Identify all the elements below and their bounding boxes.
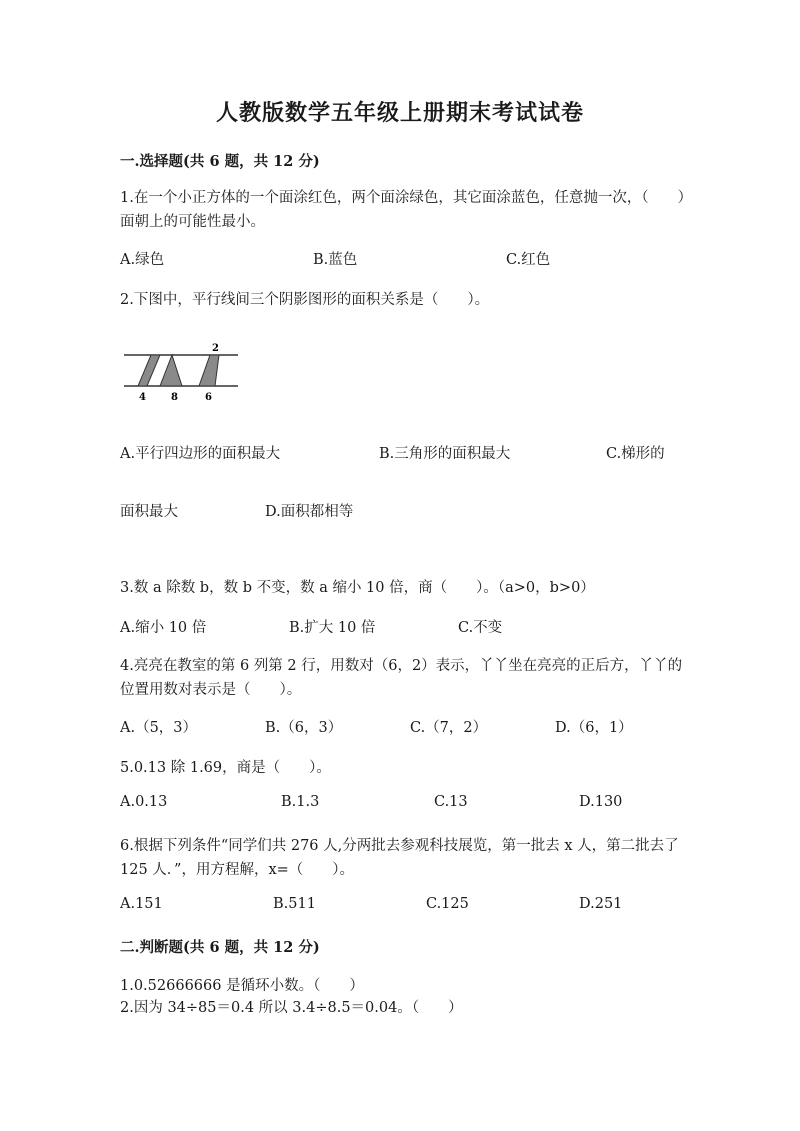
option-c: C.红色: [506, 252, 551, 268]
parallelogram-shape: [138, 355, 160, 386]
question-3: 3.数 a 除数 b，数 b 不变，数 a 缩小 10 倍，商（ ）。（a>0，b>0）: [120, 580, 595, 596]
option-c: C.梯形的: [606, 446, 665, 462]
option-b: B.蓝色: [313, 252, 358, 268]
option-d: D.（6，1）: [555, 720, 633, 736]
label-bottom-3: 6: [205, 392, 212, 403]
option-b: B.511: [273, 896, 316, 912]
question-5-options: [120, 794, 720, 818]
option-b: B.1.3: [281, 794, 320, 810]
exam-title: 人教版数学五年级上册期末考试试卷: [215, 100, 584, 126]
option-a: A.平行四边形的面积最大: [120, 446, 281, 462]
triangle-shape: [160, 355, 182, 386]
question-6-options: [120, 896, 720, 920]
section-heading-judge: 二.判断题(共 6 题，共 12 分): [120, 939, 320, 956]
option-d: D.251: [579, 896, 623, 912]
option-c: C.13: [434, 794, 468, 810]
label-top: 2: [212, 343, 219, 354]
option-d: D.面积都相等: [265, 504, 354, 520]
question-6: 6.根据下列条件“同学们共 276 人,分两批去参观科技展览，第一批去 x 人，第二批去了 125 人．”，用方程解，x=（ ）。: [120, 838, 679, 878]
option-c-continued: 面积最大: [120, 504, 178, 520]
option-d: D.130: [579, 794, 623, 810]
option-c: C.（7，2）: [410, 720, 488, 736]
label-bottom-1: 4: [139, 392, 146, 403]
option-a: A.缩小 10 倍: [120, 620, 207, 636]
judge-item-2: 2.因为 34÷85＝0.4 所以 3.4÷8.5＝0.04。（ ）: [120, 1000, 463, 1016]
question-3-options: [120, 616, 720, 640]
question-1-options: [120, 248, 720, 272]
question-2-options-row-1: [120, 442, 720, 466]
label-bottom-2: 8: [171, 392, 178, 403]
option-b: B.扩大 10 倍: [289, 620, 376, 636]
judge-item-1: 1.0.52666666 是循环小数。（ ）: [120, 978, 364, 994]
question-5: 5.0.13 除 1.69，商是（ ）。: [120, 760, 331, 776]
parallel-lines-shapes-figure: [120, 340, 242, 404]
option-a: A.（5，3）: [120, 720, 198, 736]
option-b: B.三角形的面积最大: [379, 446, 511, 462]
question-2: 2.下图中，平行线间三个阴影图形的面积关系是（ ）。: [120, 292, 490, 308]
option-a: A.151: [120, 896, 163, 912]
section-heading-choice: 一.选择题(共 6 题，共 12 分): [120, 153, 320, 170]
question-2-options-row-2: [120, 500, 720, 524]
question-1: 1.在一个小正方体的一个面涂红色，两个面涂绿色，其它面涂蓝色，任意抛一次，（ ）面朝上的可能性最小。: [120, 190, 685, 230]
option-c: C.125: [426, 896, 469, 912]
option-b: B.（6，3）: [265, 720, 343, 736]
question-4: 4.亮亮在教室的第 6 列第 2 行，用数对（6，2）表示，丫丫坐在亮亮的正后方，丫丫的位置用数对表示是（ ）。: [120, 658, 683, 698]
option-a: A.0.13: [120, 794, 168, 810]
option-c: C.不变: [458, 620, 503, 636]
trapezoid-shape: [199, 355, 219, 386]
question-4-options: [120, 716, 720, 740]
option-a: A.绿色: [120, 252, 165, 268]
